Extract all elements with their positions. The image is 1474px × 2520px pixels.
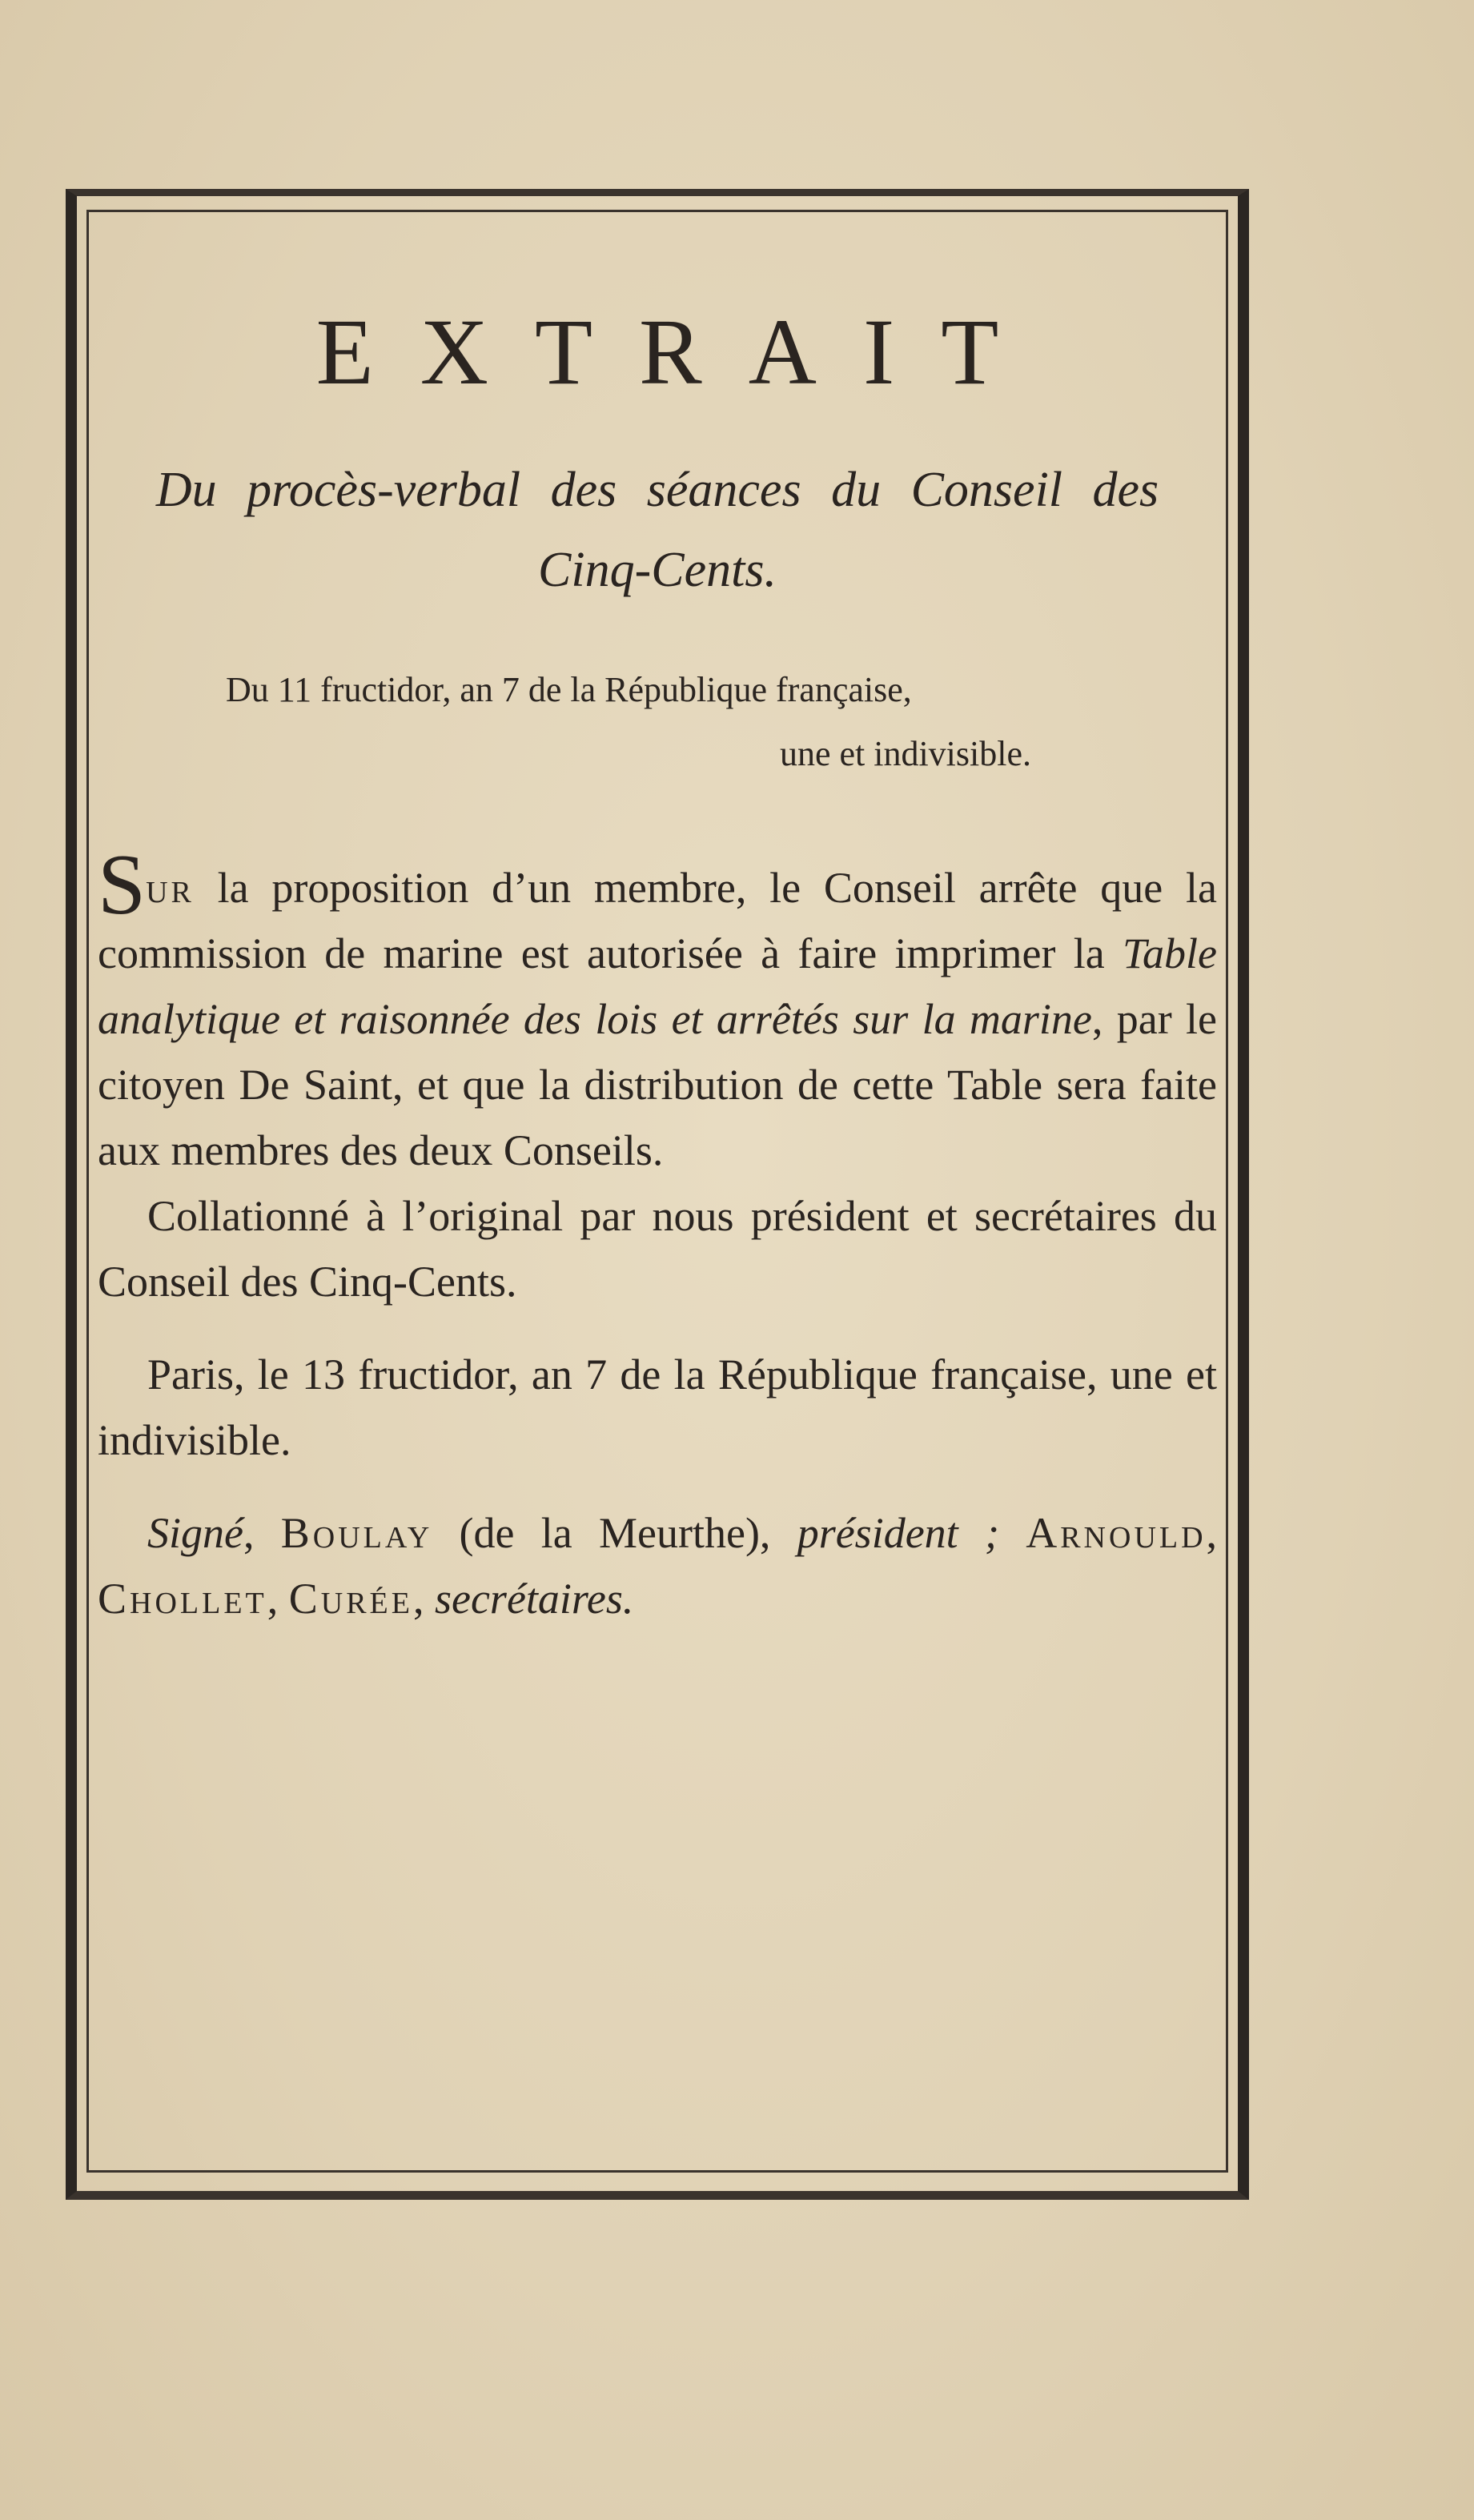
paris-date-paragraph: Paris, le 13 fructidor, an 7 de la République française, une et indivisible. [98,1350,1217,1464]
signatory-chollet: Chollet [98,1575,267,1623]
role-president: président ; [797,1509,999,1557]
date-line-2: une et indivisible. [779,734,1031,773]
session-date [98,658,1217,786]
date-line-1: Du 11 fructidor, an 7 de la République française, [226,670,912,709]
signature-paragraph: Signé, Boulay (de la Meurthe), président ; Arnould, Chollet, Curée, secrétaires. [98,1509,1218,1623]
role-secretaires: secrétaires. [434,1575,634,1623]
document-body [98,837,1218,1631]
signatory-arnould: Arnould [1026,1509,1207,1557]
signatory-boulay: Boulay [280,1509,433,1557]
signe-label: Signé [147,1509,243,1557]
resolution-paragraph [98,837,1218,1183]
resolution-text-a: la proposition d’un membre, le Conseil arrête que la commission de marine est autorisée à faire imprimer la [98,864,1217,977]
resolution-text-b: , par le citoyen De Saint, et que la distribution de cette Table sera faite aux membres des deux Conseils. [98,995,1218,1174]
collation-paragraph: Collationné à l’original par nous président et secrétaires du Conseil des Cinq-Cents. [98,1192,1217,1306]
opening-smallcaps: ur [146,864,195,912]
drop-cap: S [98,837,147,933]
document-subtitle: Du procès-verbal des séances du Conseil des Cinq-Cents. [155,463,1159,597]
signatory-curee: Curée [288,1575,413,1623]
table-title-italic: Table analytique et raisonnée des lois et arrêtés sur la marine [98,929,1217,1043]
document-title: EXTRAIT [315,299,1046,404]
